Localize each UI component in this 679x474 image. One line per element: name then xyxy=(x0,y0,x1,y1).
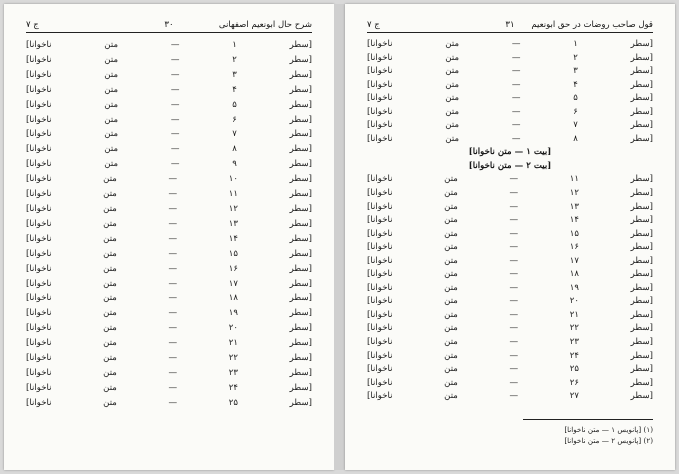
text-line: [سطر ۲ — متن ناخوانا] xyxy=(367,52,653,63)
text-line: [سطر ۹ — متن ناخوانا] xyxy=(26,159,312,170)
text-line: [سطر ۲۵ — متن ناخوانا] xyxy=(367,364,653,375)
text-line: [سطر ۶ — متن ناخوانا] xyxy=(367,106,653,117)
text-line: [سطر ۲ — متن ناخوانا] xyxy=(26,54,312,65)
left-body-text xyxy=(26,38,312,411)
book-spread xyxy=(4,4,675,470)
text-line: [سطر ۱۴ — متن ناخوانا] xyxy=(367,215,653,226)
right-page-number: ۳۱ xyxy=(505,20,515,30)
text-line: [سطر ۲۳ — متن ناخوانا] xyxy=(26,367,312,378)
text-line: [سطر ۱۴ — متن ناخوانا] xyxy=(26,233,312,244)
text-line: [سطر ۱ — متن ناخوانا] xyxy=(367,39,653,49)
right-chapter-label: ج ۷ xyxy=(367,20,380,30)
footnote: (۱) [پانویس ۱ — متن ناخوانا] xyxy=(564,425,653,434)
text-line: [سطر ۱۹ — متن ناخوانا] xyxy=(26,308,312,319)
text-line: [سطر ۲۲ — متن ناخوانا] xyxy=(367,323,653,334)
text-line: [سطر ۳ — متن ناخوانا] xyxy=(367,66,653,77)
left-chapter-label: ج ۷ xyxy=(26,20,39,30)
text-line: [سطر ۲۳ — متن ناخوانا] xyxy=(367,337,653,348)
text-line: [سطر ۱۸ — متن ناخوانا] xyxy=(26,293,312,304)
text-line: [سطر ۷ — متن ناخوانا] xyxy=(26,129,312,140)
text-line: [سطر ۱۲ — متن ناخوانا] xyxy=(367,188,653,199)
text-line: [سطر ۱۸ — متن ناخوانا] xyxy=(367,269,653,280)
text-line: [سطر ۲۲ — متن ناخوانا] xyxy=(26,353,312,364)
verse-line: [بیت ۲ — متن ناخوانا] xyxy=(468,160,552,171)
left-page-number: ۳۰ xyxy=(164,20,174,30)
text-line: [سطر ۱۱ — متن ناخوانا] xyxy=(26,189,312,200)
text-line: [سطر ۱۰ — متن ناخوانا] xyxy=(26,174,312,185)
text-line: [سطر ۱۷ — متن ناخوانا] xyxy=(367,255,653,266)
text-line: [سطر ۲۰ — متن ناخوانا] xyxy=(367,296,653,307)
text-line: [سطر ۸ — متن ناخوانا] xyxy=(26,144,312,155)
text-line: [سطر ۱۹ — متن ناخوانا] xyxy=(367,282,653,293)
right-running-title: قول صاحب روضات در حق ابونعیم xyxy=(531,20,653,30)
left-page-header xyxy=(26,16,312,33)
text-line: [سطر ۱۷ — متن ناخوانا] xyxy=(26,278,312,289)
text-line: [سطر ۵ — متن ناخوانا] xyxy=(26,99,312,110)
footnote: (۲) [پانویس ۲ — متن ناخوانا] xyxy=(564,436,653,445)
right-page xyxy=(345,4,675,470)
text-line: [سطر ۷ — متن ناخوانا] xyxy=(367,120,653,131)
text-line: [سطر ۸ — متن ناخوانا] xyxy=(367,133,653,144)
text-line: [سطر ۶ — متن ناخوانا] xyxy=(26,114,312,125)
right-page-header xyxy=(367,16,653,33)
left-page xyxy=(4,4,334,470)
text-line: [سطر ۲۱ — متن ناخوانا] xyxy=(26,338,312,349)
text-line: [سطر ۴ — متن ناخوانا] xyxy=(367,79,653,90)
right-body-text xyxy=(367,38,653,404)
text-line: [سطر ۵ — متن ناخوانا] xyxy=(367,93,653,104)
text-line: [سطر ۱۲ — متن ناخوانا] xyxy=(26,203,312,214)
text-line: [سطر ۲۱ — متن ناخوانا] xyxy=(367,309,653,320)
text-line: [سطر ۲۶ — متن ناخوانا] xyxy=(367,377,653,388)
text-line: [سطر ۱۳ — متن ناخوانا] xyxy=(367,201,653,212)
text-line: [سطر ۲۴ — متن ناخوانا] xyxy=(26,382,312,393)
text-line: [سطر ۳ — متن ناخوانا] xyxy=(26,69,312,80)
text-line: [سطر ۲۵ — متن ناخوانا] xyxy=(26,397,312,408)
text-line: [سطر ۱۶ — متن ناخوانا] xyxy=(26,263,312,274)
text-line: [سطر ۱۳ — متن ناخوانا] xyxy=(26,218,312,229)
text-line: [سطر ۱۶ — متن ناخوانا] xyxy=(367,242,653,253)
text-line: [سطر ۱۱ — متن ناخوانا] xyxy=(367,174,653,185)
footnote-divider xyxy=(523,419,653,420)
book-gutter xyxy=(334,4,345,470)
left-running-title: شرح حال ابونعیم اصفهانی xyxy=(218,20,312,30)
text-line: [سطر ۱ — متن ناخوانا] xyxy=(26,40,312,50)
text-line: [سطر ۴ — متن ناخوانا] xyxy=(26,84,312,95)
text-line: [سطر ۱۵ — متن ناخوانا] xyxy=(26,248,312,259)
text-line: [سطر ۲۷ — متن ناخوانا] xyxy=(367,391,653,402)
verse-line: [بیت ۱ — متن ناخوانا] xyxy=(468,147,552,158)
text-line: [سطر ۲۴ — متن ناخوانا] xyxy=(367,350,653,361)
footnotes xyxy=(367,424,653,446)
text-line: [سطر ۲۰ — متن ناخوانا] xyxy=(26,323,312,334)
text-line: [سطر ۱۵ — متن ناخوانا] xyxy=(367,228,653,239)
